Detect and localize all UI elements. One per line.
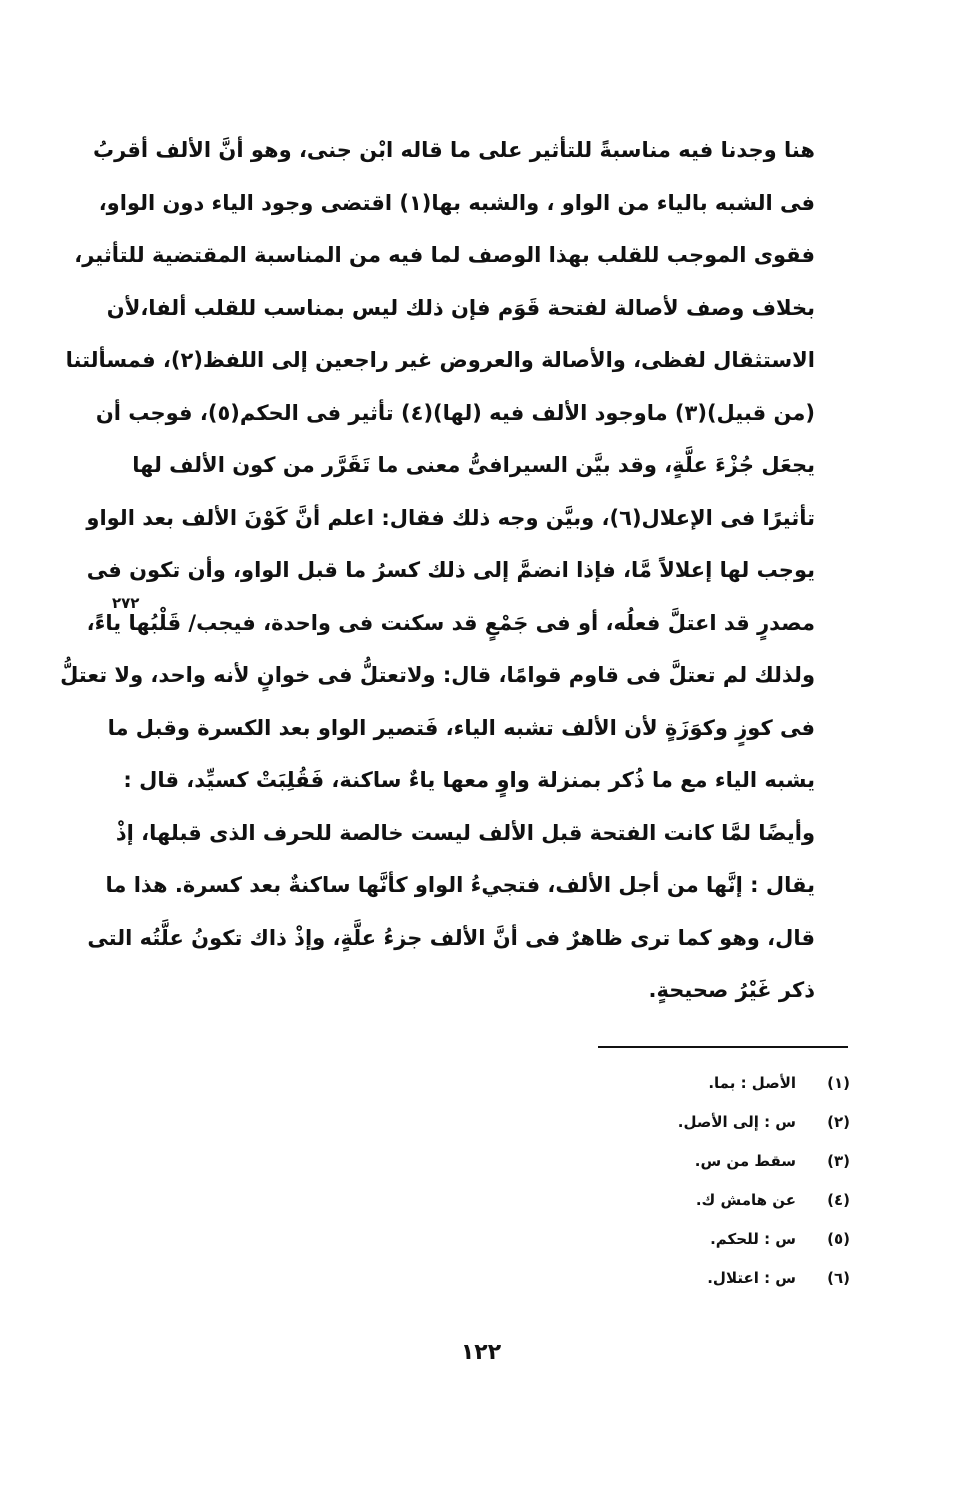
- footnote-number: (٢): [827, 1113, 850, 1131]
- text-line: يقال : إنَّها من أجل الألف، فتجيءُ الواو كأنَّها ساكنةٌ بعد كسرة. هذا ما: [105, 873, 815, 897]
- text-line: ولذلك لم تعتلَّ فى قاوم قوامًا، قال: ولاتعتلُّ فى خوانٍ لأنه واحد، ولا تعتلُّ: [60, 663, 815, 687]
- text-line: فى الشبه بالياء من الواو ، والشبه بها(١) اقتضى وجود الياء دون الواو،: [98, 190, 815, 215]
- text-line: يجعَل جُزْءَ علَّةٍ، وقد بيَّن السيرافىُّ معنى ما تَقَرَّر من كون الألف لها: [132, 453, 815, 477]
- text-line: يشبه الياء مع ما ذُكر بمنزلة واوٍ معها ياءٌ ساكنة، فَقُلِبَتْ كسيِّد، قال :: [123, 768, 815, 792]
- footnote-text: عن هامش ك.: [695, 1191, 796, 1209]
- text-line: وأيضًا لمَّا كانت الفتحة قبل الألف ليست خالصة للحرف الذى قبلها، إذْ: [115, 820, 815, 845]
- footnote-text: س : اعتلال.: [707, 1269, 796, 1287]
- text-line: فى كوزٍ وكوَزَةٍ لأن الألف تشبه الياء، فَتصير الواو بعد الكسرة وقبل ما: [107, 715, 815, 740]
- footnote-number: (٥): [827, 1230, 850, 1248]
- footnote-number: (١): [827, 1074, 850, 1092]
- text-line: قال، وهو كما ترى ظاهرٌ فى أنَّ الألف جزءُ علَّةٍ، وإذْ ذاك تكونُ علَّتُه التى: [87, 925, 815, 950]
- footnote-number: (٦): [827, 1269, 850, 1287]
- text-line: (من قبيل)(٣) ماوجود الألف فيه (لها)(٤) تأثير فى الحكم(٥)، فوجب أن: [95, 400, 815, 425]
- text-line: فقوى الموجب للقلب بهذا الوصف لما فيه من المناسبة المقتضية للتأثير،: [74, 243, 815, 267]
- footnote-text: س : إلى الأصل.: [677, 1113, 796, 1131]
- text-line: بخلاف وصف لأصالة لفتحة قَوَم فإن ذلك ليس بمناسب للقلب ألفا،لأن: [106, 295, 815, 320]
- footnote-item: [560, 1259, 850, 1298]
- footnote-item: [560, 1064, 850, 1103]
- footnote-item: [560, 1142, 850, 1181]
- page-number: ١٢٢: [460, 1340, 502, 1365]
- text-line: يوجب لها إعلالاً مَّا، فإذا انضمَّ إلى ذلك كسرُ ما قبل الواو، وأن تكون فى: [86, 558, 815, 582]
- manuscript-page-reference: ٢٧٢: [112, 594, 140, 612]
- text-line: مصدرٍ قد اعتلَّ فعلُه، أو فى جَمْعٍ قد سكنت فى واحدة، فيجب/ قَلْبُها ياءً،: [86, 610, 815, 635]
- footnote-item: [560, 1181, 850, 1220]
- footnote-text: الأصل : بما.: [708, 1074, 796, 1092]
- footnote-item: [560, 1103, 850, 1142]
- text-line: هنا وجدنا فيه مناسبةً للتأثير على ما قاله ابْن جنى، وهو أنَّ الألف أقربُ: [92, 138, 815, 162]
- footnote-text: س : للحكم.: [710, 1230, 796, 1248]
- footnote-divider: [598, 1046, 848, 1048]
- footnote-item: [560, 1220, 850, 1259]
- text-line: الاستثقال لفظى، والأصالة والعروض غير راجعين إلى اللفظ(٢)، فمسألتنا: [65, 348, 815, 372]
- footnote-text: سقط من س.: [694, 1152, 796, 1170]
- footnotes-list: [560, 1064, 850, 1298]
- text-line: ذكر غَيْرُ صحيحةٍ.: [648, 978, 815, 1002]
- text-line: تأثيرًا فى الإعلال(٦)، وبيَّن وجه ذلك فقال: اعلم أنَّ كَوْنَ الألف بعد الواو: [86, 505, 815, 530]
- footnote-number: (٤): [827, 1191, 850, 1209]
- footnote-number: (٣): [827, 1152, 850, 1170]
